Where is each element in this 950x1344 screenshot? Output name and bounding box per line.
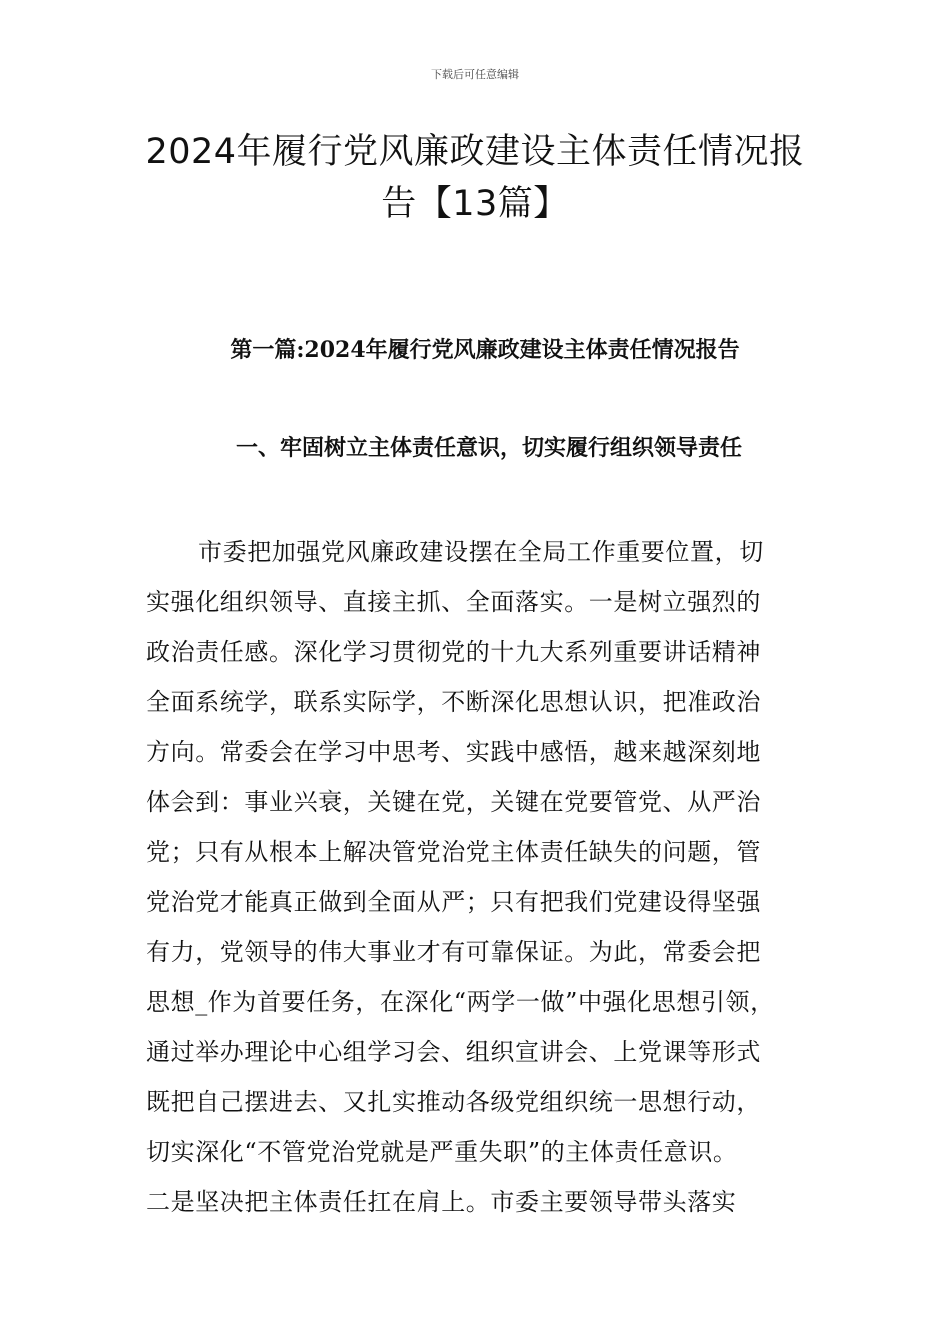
paragraph-line: 方向。常委会在学习中思考、实践中感悟，越来越深刻地: [146, 738, 761, 766]
paragraph-line: 通过举办理论中心组学习会、组织宣讲会、上党课等形式: [146, 1038, 761, 1066]
body-paragraph: [146, 527, 826, 1227]
paragraph-line: 市委把加强党风廉政建设摆在全局工作重要位置，切: [198, 538, 764, 566]
section-heading-2: 一、牢固树立主体责任意识，切实履行组织领导责任: [235, 435, 742, 461]
document-title-line-1: 2024年履行党风廉政建设主体责任情况报: [145, 132, 805, 172]
header-note: 下载后可任意编辑: [431, 68, 519, 81]
paragraph-line: 体会到：事业兴衰，关键在党，关键在党要管党、从严治: [146, 788, 761, 816]
paragraph-line: 思想_作为首要任务，在深化“两学一做”中强化思想引领，: [146, 988, 775, 1016]
document-title: [140, 126, 810, 230]
document-title-line-2: 告【13篇】: [381, 184, 569, 224]
paragraph-line: 既把自己摆进去、又扎实推动各级党组织统一思想行动，: [146, 1088, 761, 1116]
paragraph-line: 党；只有从根本上解决管党治党主体责任缺失的问题，管: [146, 838, 761, 866]
paragraph-line: 实强化组织领导、直接主抓、全面落实。一是树立强烈的: [146, 588, 761, 616]
section-heading-1: 第一篇:2024年履行党风廉政建设主体责任情况报告: [230, 337, 740, 363]
paragraph-line: 全面系统学，联系实际学，不断深化思想认识，把准政治: [146, 688, 761, 716]
paragraph-line: 党治党才能真正做到全面从严；只有把我们党建设得坚强: [146, 888, 761, 916]
paragraph-line: 二是坚决把主体责任扛在肩上。市委主要领导带头落实: [146, 1188, 737, 1216]
paragraph-line: 有力，党领导的伟大事业才有可靠保证。为此，常委会把: [146, 938, 761, 966]
paragraph-line: 切实深化“不管党治党就是严重失职”的主体责任意识。: [146, 1138, 738, 1166]
paragraph-line: 政治责任感。深化学习贯彻党的十九大系列重要讲话精神: [146, 638, 761, 666]
